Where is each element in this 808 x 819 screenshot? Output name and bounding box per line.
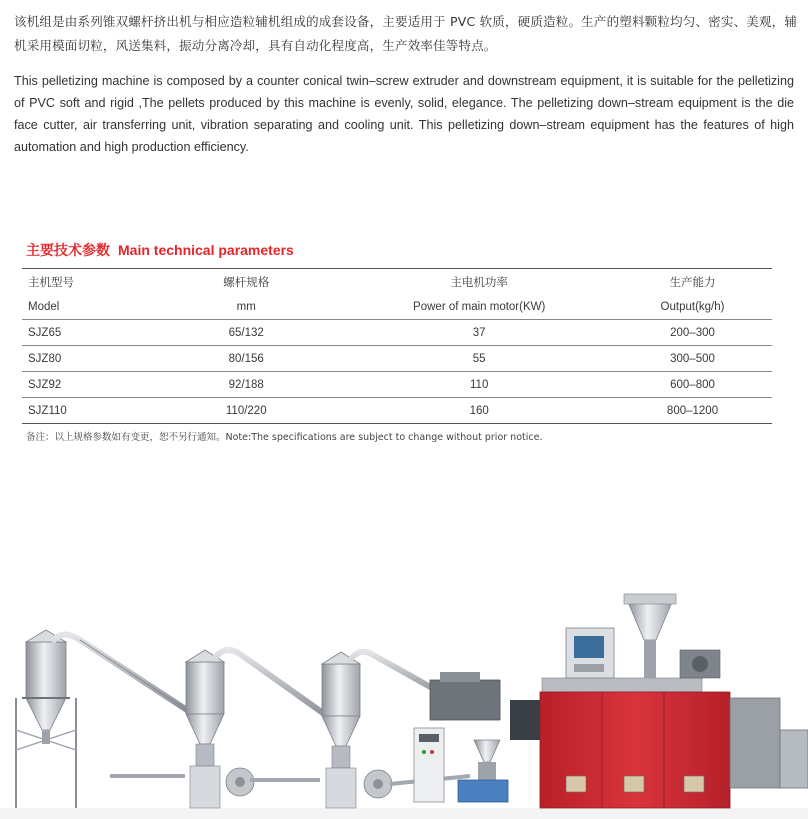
header-en-screw: mm — [236, 300, 256, 313]
cell-model: SJZ65 — [22, 320, 147, 346]
table-row — [22, 320, 772, 346]
section-title-en: Main technical parameters — [118, 242, 294, 258]
cell-power: 55 — [345, 346, 613, 372]
spec-table — [22, 268, 772, 424]
cell-screw: 65/132 — [147, 320, 345, 346]
silo-unit-2 — [186, 650, 254, 808]
intro-english: This pelletizing machine is composed by a counter conical twin–screw extruder and downstream equipment, it is suitable for the pelletizing of PVC soft and rigid ,The pellets produced by this machine is evenly, solid, elegance. The pelletizing down–stream equipment is the die face cutter, air transferring unit, vibration separating and cooling unit. This pelletizing down–stream equipment has the features of high automation and high production efficiency. — [14, 74, 794, 154]
header-cn-screw: 螺杆规格 — [147, 269, 345, 295]
silo-unit-3 — [322, 652, 392, 808]
table-row — [22, 372, 772, 398]
extruder-main-unit — [540, 594, 808, 808]
cell-screw: 80/156 — [147, 346, 345, 372]
table-row — [22, 346, 772, 372]
header-cn-power: 主电机功率 — [345, 269, 613, 295]
table-header-cn — [22, 269, 772, 295]
header-cn-output: 生产能力 — [613, 269, 772, 295]
table-header-en — [22, 294, 772, 320]
spec-note: 备注：以上规格参数如有变更，恕不另行通知。Note:The specifications are subject to change without prior notice. — [26, 432, 543, 443]
cell-output: 800–1200 — [613, 398, 772, 424]
cell-screw: 92/188 — [147, 372, 345, 398]
cell-output: 600–800 — [613, 372, 772, 398]
intro-chinese: 该机组是由系列锥双螺杆挤出机与相应造粒辅机组成的成套设备，主要适用于 PVC 软质，硬质造粒。生产的塑料颗粒均匀、密实、美观，辅机采用模面切粒，风送集料，振动分离冷却，具有自动化程度高，生产效率佳等特点。 — [14, 14, 798, 53]
section-title-cn: 主要技术参数 — [26, 243, 110, 259]
table-row — [22, 398, 772, 424]
cell-model: SJZ80 — [22, 346, 147, 372]
header-en-model: Model — [28, 300, 60, 313]
cell-output: 300–500 — [613, 346, 772, 372]
pelletizing-line-photo — [0, 580, 808, 819]
die-face-cutter — [430, 672, 540, 802]
cell-output: 200–300 — [613, 320, 772, 346]
header-en-power: Power of main motor(KW) — [413, 300, 546, 313]
section-title — [26, 240, 294, 260]
cell-power: 160 — [345, 398, 613, 424]
cell-power: 37 — [345, 320, 613, 346]
header-en-output: Output(kg/h) — [660, 300, 725, 313]
control-cabinet — [414, 728, 444, 802]
cell-model: SJZ92 — [22, 372, 147, 398]
cell-power: 110 — [345, 372, 613, 398]
silo-unit-1 — [16, 630, 76, 808]
header-cn-model: 主机型号 — [22, 269, 147, 295]
cell-model: SJZ110 — [22, 398, 147, 424]
cell-screw: 110/220 — [147, 398, 345, 424]
